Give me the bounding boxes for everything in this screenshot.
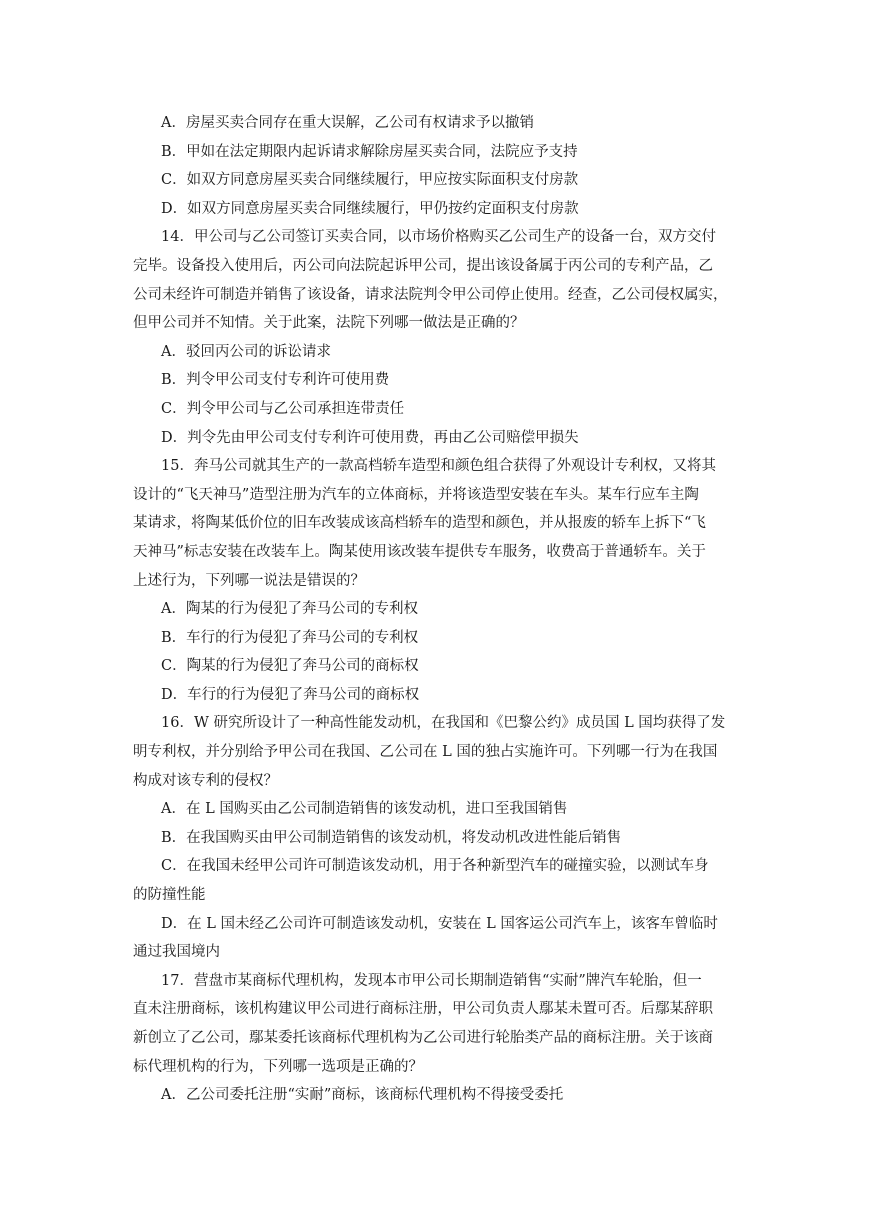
q16-option-c: C．在我国未经甲公司许可制造该发动机，用于各种新型汽车的碰撞实验，以测试车身: [161, 858, 709, 875]
q14-stem-line: 公司未经许可制造并销售了该设备，请求法院判令甲公司停止使用。经查，乙公司侵权属实，: [133, 286, 728, 303]
q16-option-d: D．在 L 国未经乙公司许可制造该发动机，安装在 L 国客运公司汽车上，该客车曾临时: [161, 915, 718, 932]
q16-option-b: B．在我国购买由甲公司制造销售的该发动机，将发动机改进性能后销售: [161, 829, 622, 846]
q13-option-a: A．房屋买卖合同存在重大误解，乙公司有权请求予以撤销: [161, 115, 534, 131]
q17-stem-line: 直未注册商标，该机构建议甲公司进行商标注册，甲公司负责人鄢某未置可否。后鄢某辞职: [133, 1001, 713, 1018]
q14-stem-line: 14．甲公司与乙公司签订买卖合同，以市场价格购买乙公司生产的设备一台，双方交付: [161, 229, 716, 246]
q13-option-d: D．如双方同意房屋买卖合同继续履行，甲仍按约定面积支付房款: [161, 200, 579, 217]
q16-stem-line: 明专利权，并分别给予甲公司在我国、乙公司在 L 国的独占实施许可。下列哪一行为在我国: [133, 744, 718, 761]
q15-stem-line: 15．奔马公司就其生产的一款高档轿车造型和颜色组合获得了外观设计专利权，又将其: [161, 458, 716, 475]
question-15: [133, 452, 778, 709]
q16-stem-line: 构成对该专利的侵权？: [133, 772, 278, 789]
q15-stem-line: 上述行为，下列哪一说法是错误的？: [133, 572, 365, 589]
q17-stem-line: 标代理机构的行为，下列哪一选项是正确的？: [133, 1058, 423, 1075]
q17-option-a: A．乙公司委托注册“实耐”商标，该商标代理机构不得接受委托: [161, 1087, 564, 1104]
q16-option-a: A．在 L 国购买由乙公司制造销售的该发动机，进口至我国销售: [161, 801, 568, 818]
q13-option-c: C．如双方同意房屋买卖合同继续履行，甲应按实际面积支付房款: [161, 172, 579, 189]
question-14: [133, 223, 778, 452]
q14-stem-line: 但甲公司并不知情。关于此案，法院下列哪一做法是正确的？: [133, 315, 525, 332]
q13-option-b: B．甲如在法定期限内起诉请求解除房屋买卖合同，法院应予支持: [161, 143, 578, 160]
q16-option-d-cont: 通过我国境内: [133, 944, 220, 961]
q15-option-b: B．车行的行为侵犯了奔马公司的专利权: [161, 629, 419, 646]
q16-stem-line: 16．W 研究所设计了一种高性能发动机，在我国和《巴黎公约》成员国 L 国均获得了发: [161, 715, 726, 732]
q14-option-d: D．判令先由甲公司支付专利许可使用费，再由乙公司赔偿甲损失: [161, 429, 579, 446]
question-17: [133, 967, 778, 1110]
q15-option-c: C．陶某的行为侵犯了奔马公司的商标权: [161, 658, 419, 675]
q15-stem-line: 天神马”标志安装在改装车上。陶某使用该改装车提供专车服务，收费高于普通轿车。关于: [133, 543, 706, 560]
q16-option-c-cont: 的防撞性能: [133, 887, 206, 904]
q14-option-a: A．驳回丙公司的诉讼请求: [161, 343, 331, 360]
q14-option-b: B．判令甲公司支付专利许可使用费: [161, 372, 390, 389]
q15-stem-line: 某请求，将陶某低价位的旧车改装成该高档轿车的造型和颜色，并从报废的轿车上拆下“飞: [133, 515, 706, 532]
question-16: [133, 709, 778, 966]
page-content: [133, 109, 778, 1110]
q15-stem-line: 设计的“飞天神马”造型注册为汽车的立体商标，并将该造型安装在车头。某车行应车主陶: [133, 486, 699, 503]
q17-stem-line: 17．营盘市某商标代理机构，发现本市甲公司长期制造销售“实耐”牌汽车轮胎，但一: [161, 972, 702, 989]
q14-stem-line: 完毕。设备投入使用后，丙公司向法院起诉甲公司，提出该设备属于丙公司的专利产品，乙: [133, 257, 713, 274]
q14-option-c: C．判令甲公司与乙公司承担连带责任: [161, 400, 405, 417]
q15-option-a: A．陶某的行为侵犯了奔马公司的专利权: [161, 601, 418, 618]
q13-options: [133, 109, 778, 223]
q15-option-d: D．车行的行为侵犯了奔马公司的商标权: [161, 686, 420, 703]
q17-stem-line: 新创立了乙公司，鄢某委托该商标代理机构为乙公司进行轮胎类产品的商标注册。关于该商: [133, 1030, 713, 1046]
